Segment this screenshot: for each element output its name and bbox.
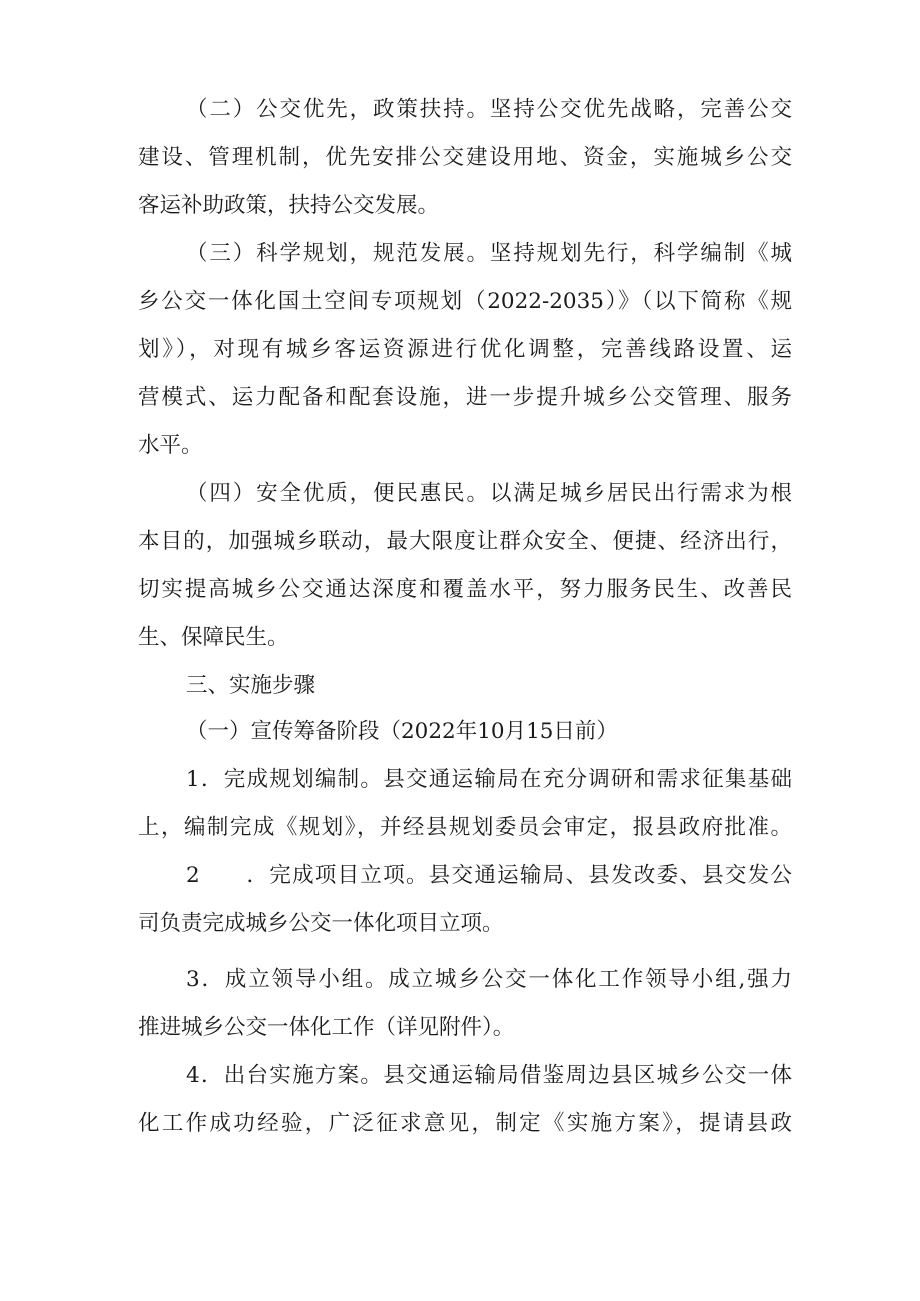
paragraph-4-line-4: 生、保障民生。 <box>138 625 289 650</box>
paragraph-3-line-3: 划》），对现有城乡客运资源进行优化调整，完善线路设置、运 <box>138 337 792 362</box>
step-1-line-1: 1．完成规划编制。县交通运输局在充分调研和需求征集基础 <box>186 767 792 792</box>
paragraph-4-line-1: （四）安全优质，便民惠民。以满足城乡居民出行需求为根 <box>186 481 792 506</box>
step-3-line-1: 3．成立领导小组。成立城乡公交一体化工作领导小组,强力 <box>186 967 792 992</box>
paragraph-3-line-2: 乡公交一体化国土空间专项规划（2022-2035）》（以下简称《规 <box>138 289 792 314</box>
step-2-line-1: 2 ．完成项目立项。县交通运输局、县发改委、县交发公 <box>186 863 792 888</box>
paragraph-3-line-4: 营模式、运力配备和配套设施，进一步提升城乡公交管理、服务 <box>138 385 792 410</box>
paragraph-2-line-2: 建设、管理机制，优先安排公交建设用地、资金，实施城乡公交 <box>138 145 792 170</box>
section-heading: 三、实施步骤 <box>186 673 316 698</box>
paragraph-3-line-5: 水平。 <box>138 433 203 458</box>
step-4-line-1: 4．出台实施方案。县交通运输局借鉴周边县区城乡公交一体 <box>186 1063 792 1088</box>
step-2-line-2: 司负责完成城乡公交一体化项目立项。 <box>138 911 504 936</box>
paragraph-4-line-2: 本目的，加强城乡联动，最大限度让群众安全、便捷、经济出行， <box>138 529 792 554</box>
step-1-line-2: 上，编制完成《规划》，并经县规划委员会审定，报县政府批准。 <box>138 815 792 840</box>
paragraph-2-line-3: 客运补助政策，扶持公交发展。 <box>138 193 440 218</box>
subsection-heading: （一）宣传筹备阶段（2022年10月15日前） <box>186 719 618 744</box>
paragraph-4-line-3: 切实提高城乡公交通达深度和覆盖水平，努力服务民生、改善民 <box>138 577 792 602</box>
step-3-line-2: 推进城乡公交一体化工作（详见附件）。 <box>138 1015 515 1040</box>
paragraph-2-line-1: （二）公交优先，政策扶持。坚持公交优先战略，完善公交 <box>186 97 792 122</box>
paragraph-3-line-1: （三）科学规划，规范发展。坚持规划先行，科学编制《城 <box>186 241 792 266</box>
step-4-line-2: 化工作成功经验，广泛征求意见，制定《实施方案》，提请县政 <box>138 1111 792 1136</box>
